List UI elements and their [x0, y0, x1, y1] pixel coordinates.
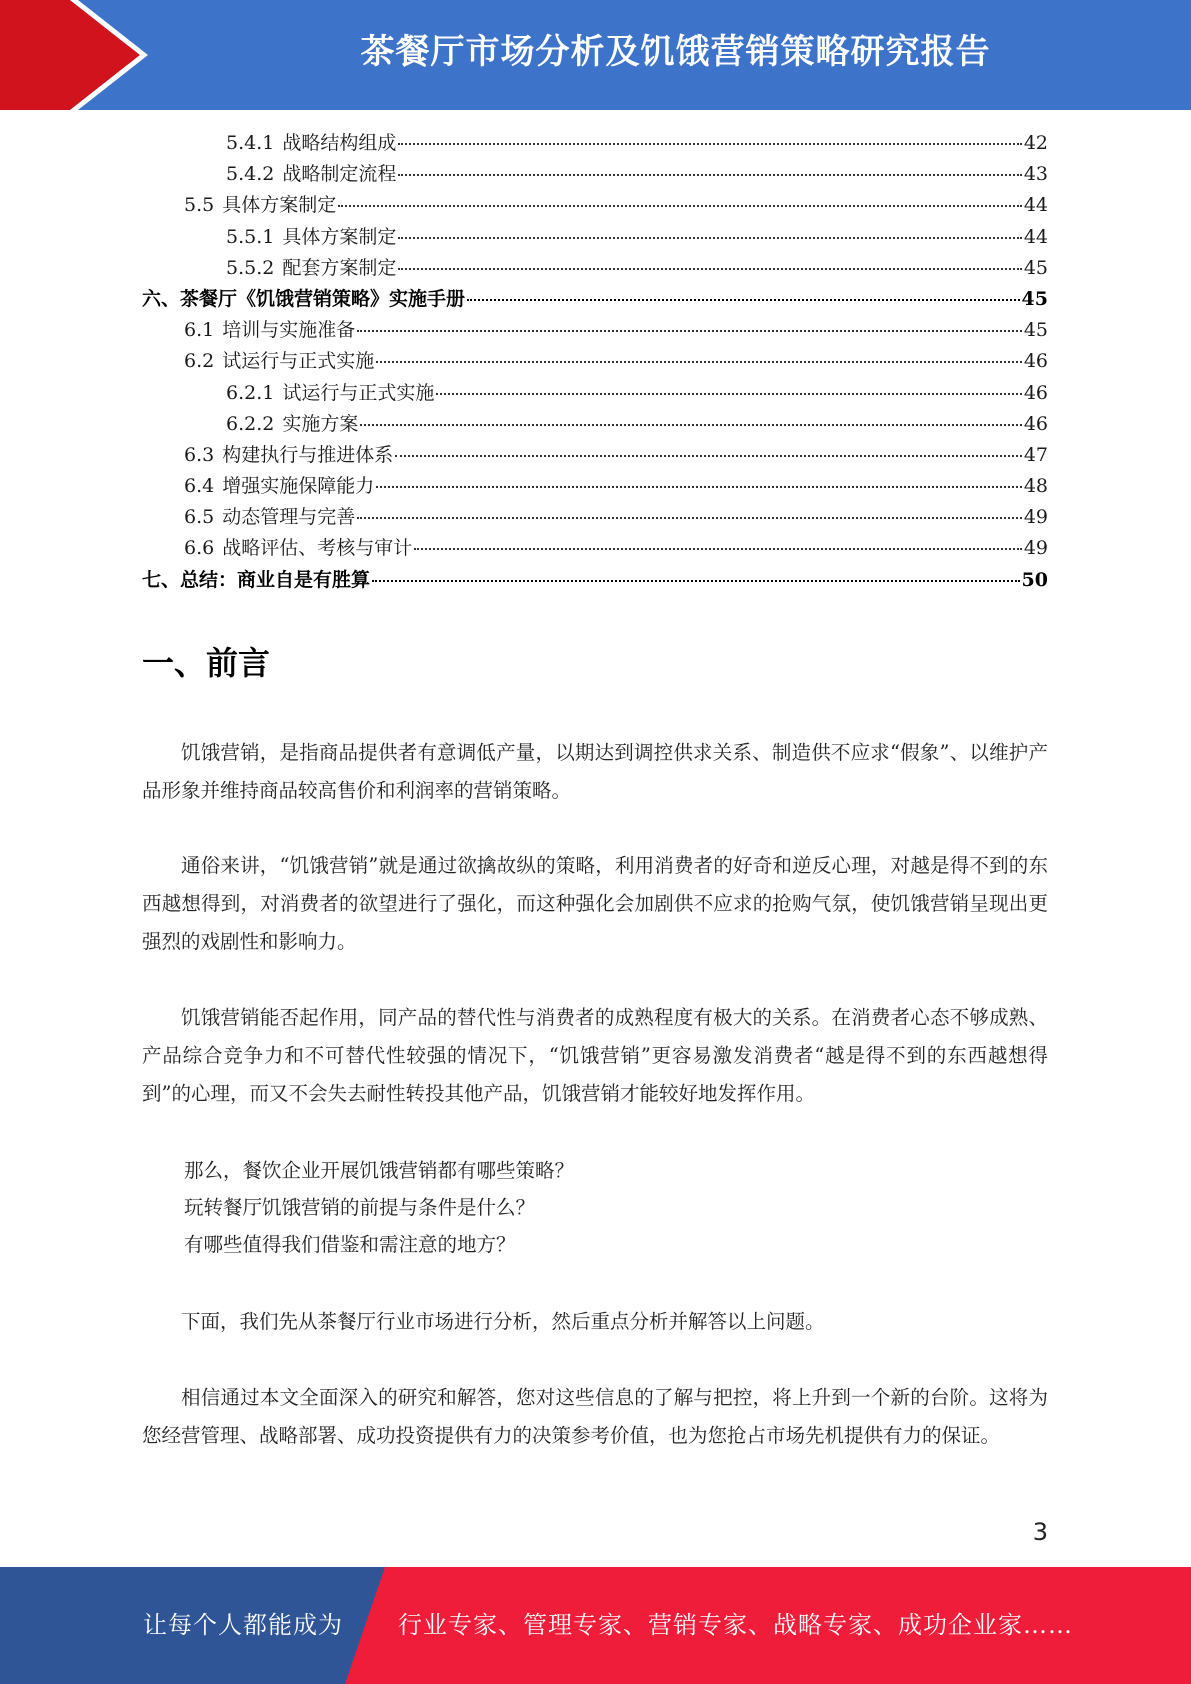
toc-dot-leader: [376, 361, 1022, 363]
toc-entry[interactable]: [142, 471, 1048, 502]
toc-entry-number: 5.4.1: [226, 132, 275, 154]
toc-entry-title: 构建执行与推进体系: [222, 443, 394, 466]
question-item: 那么，餐饮企业开展饥饿营销都有哪些策略？: [184, 1159, 575, 1182]
paragraph-text: 饥饿营销，是指商品提供者有意调低产量，以期达到调控供求关系、制造供不应求“假象”、以维护产品形象并维持商品较高售价和利润率的营销策略。: [142, 741, 1048, 802]
question-item: 玩转餐厅饥饿营销的前提与条件是什么？: [184, 1196, 536, 1219]
toc-entry[interactable]: [142, 409, 1048, 440]
paragraph-3: [142, 999, 1048, 1113]
toc-entry-title: 战略制定流程: [282, 163, 397, 186]
toc-entry-page: 45: [1021, 287, 1048, 310]
paragraph-text: 相信通过本文全面深入的研究和解答，您对这些信息的了解与把控，将上升到一个新的台阶。这将为您经营管理、战略部署、成功投资提供有力的决策参考价值，也为您抢占市场先机提供有力的保证。: [142, 1386, 1048, 1447]
toc-entry-title: 实施方案: [282, 412, 359, 435]
toc-entry-number: 6.2: [184, 350, 215, 373]
toc-entry-page: 45: [1023, 256, 1048, 279]
paragraph-text: 通俗来讲，“饥饿营销”就是通过欲擒故纵的策略，利用消费者的好奇和逆反心理，对越是得不到的东西越想得到，对消费者的欲望进行了强化，而这种强化会加剧供不应求的抢购气氛，使饥饿营销呈现出更强烈的戏剧性和影响力。: [142, 854, 1048, 953]
toc-entry-number: 6.2.2: [226, 412, 275, 435]
toc-entry-number: 6.2.1: [226, 381, 275, 404]
paragraph-5: [142, 1379, 1048, 1455]
toc-dot-leader: [338, 205, 1022, 207]
toc-entry[interactable]: [142, 128, 1048, 159]
toc-entry-number: 5.5: [184, 194, 215, 217]
toc-entry-number: 6.4: [184, 475, 215, 498]
table-of-contents: [142, 128, 1048, 596]
toc-entry-page: 43: [1023, 163, 1048, 186]
toc-entry-number: 6.3: [184, 443, 215, 466]
toc-dot-leader: [398, 174, 1021, 176]
toc-entry-page: 45: [1023, 319, 1048, 342]
toc-dot-leader: [357, 330, 1022, 332]
toc-entry-title: 战略结构组成: [282, 132, 397, 154]
paragraph-1: [142, 734, 1048, 810]
header-title: 茶餐厅市场分析及饥饿营销策略研究报告: [360, 32, 991, 72]
paragraph-text: 饥饿营销能否起作用，同产品的替代性与消费者的成熟程度有极大的关系。在消费者心态不够成熟、产品综合竞争力和不可替代性较强的情况下，“饥饿营销”更容易激发消费者“越是得不到的东西越想得到”的心理，而又不会失去耐性转投其他产品，饥饿营销才能较好地发挥作用。: [142, 1006, 1048, 1105]
question-item: 有哪些值得我们借鉴和需注意的地方？: [184, 1233, 516, 1256]
toc-entry-number: 6.5: [184, 506, 215, 529]
toc-entry[interactable]: [142, 440, 1048, 471]
toc-entry-page: 46: [1023, 350, 1048, 373]
toc-entry-number: 5.5.2: [226, 256, 275, 279]
footer-slogan-right: 行业专家、管理专家、营销专家、战略专家、成功企业家……: [398, 1611, 1073, 1639]
toc-entry-page: 49: [1023, 537, 1048, 560]
toc-dot-leader: [398, 237, 1021, 239]
toc-entry-page: 47: [1023, 443, 1048, 466]
page-footer: [0, 1567, 1191, 1684]
toc-dot-leader: [436, 393, 1021, 395]
toc-entry[interactable]: [142, 565, 1048, 596]
toc-entry-page: 46: [1023, 381, 1048, 404]
footer-slogan-left: 让每个人都能成为: [143, 1611, 343, 1639]
toc-entry[interactable]: [142, 190, 1048, 221]
header-arrow-decoration: [0, 0, 160, 110]
toc-entry[interactable]: [142, 222, 1048, 253]
toc-entry-page: 44: [1023, 225, 1048, 248]
paragraph-4: [142, 1303, 1048, 1341]
toc-dot-leader: [395, 455, 1022, 457]
toc-entry[interactable]: [142, 378, 1048, 409]
toc-entry-title: 六、茶餐厅《饥饿营销策略》实施手册: [142, 287, 466, 310]
toc-entry-title: 七、总结：商业自是有胜算: [142, 568, 371, 591]
toc-dot-leader: [372, 580, 1020, 582]
toc-dot-leader: [376, 486, 1022, 488]
page-header: [0, 0, 1191, 110]
toc-entry[interactable]: [142, 346, 1048, 377]
toc-dot-leader: [398, 268, 1021, 270]
toc-dot-leader: [360, 424, 1021, 426]
paragraph-2: [142, 847, 1048, 961]
toc-entry-title: 培训与实施准备: [222, 319, 356, 342]
section-title: 一、前言: [142, 644, 271, 682]
toc-entry-title: 增强实施保障能力: [222, 475, 375, 498]
toc-dot-leader: [467, 299, 1020, 301]
toc-entry[interactable]: [142, 315, 1048, 346]
toc-entry[interactable]: [142, 502, 1048, 533]
toc-entry-page: 49: [1023, 506, 1048, 529]
toc-entry-page: 46: [1023, 412, 1048, 435]
toc-entry-number: 5.4.2: [226, 163, 275, 186]
toc-dot-leader: [398, 143, 1021, 145]
toc-entry[interactable]: [142, 159, 1048, 190]
toc-entry-title: 战略评估、考核与审计: [222, 537, 413, 560]
toc-entry-page: 42: [1023, 132, 1048, 154]
paragraph-text: 下面，我们先从茶餐厅行业市场进行分析，然后重点分析并解答以上问题。: [181, 1310, 825, 1333]
toc-entry-title: 具体方案制定: [282, 225, 397, 248]
toc-entry-title: 配套方案制定: [282, 256, 397, 279]
toc-entry-title: 试运行与正式实施: [222, 350, 375, 373]
question-list: [184, 1152, 574, 1263]
toc-entry-page: 50: [1021, 568, 1048, 591]
page-number: 3: [1032, 1518, 1048, 1546]
toc-entry[interactable]: [142, 284, 1048, 315]
toc-entry-number: 5.5.1: [226, 225, 275, 248]
toc-entry-page: 48: [1023, 475, 1048, 498]
toc-entry-title: 试运行与正式实施: [282, 381, 435, 404]
toc-entry-title: 具体方案制定: [222, 194, 337, 217]
toc-entry[interactable]: [142, 533, 1048, 564]
toc-dot-leader: [357, 517, 1022, 519]
toc-entry-number: 6.1: [184, 319, 215, 342]
toc-entry-number: 6.6: [184, 537, 215, 560]
toc-entry-title: 动态管理与完善: [222, 506, 356, 529]
toc-entry-page: 44: [1023, 194, 1048, 217]
toc-dot-leader: [414, 548, 1022, 550]
toc-entry[interactable]: [142, 253, 1048, 284]
